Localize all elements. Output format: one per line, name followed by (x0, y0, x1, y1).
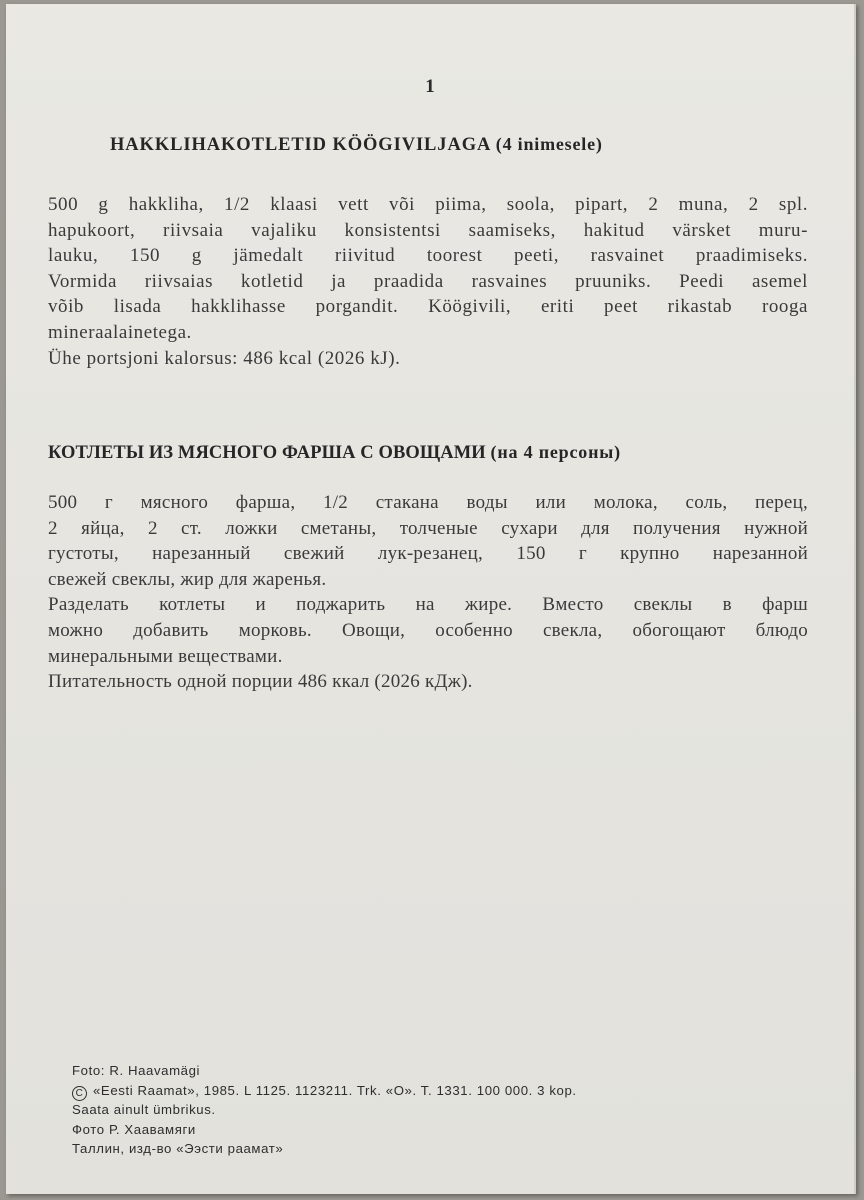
photo-credit-et: Foto: R. Haavamägi (72, 1063, 201, 1078)
estonian-title-main: HAKKLIHAKOTLETID KÖÖGIVILJAGA (110, 135, 491, 155)
estonian-text-line: mineraalainetega. (48, 321, 192, 343)
photo-credit-ru: Фото Р. Хаавамяги (72, 1121, 196, 1137)
russian-text-line: густоты, нарезанный свежий лук-резанец, 150 г крупно нарезанной (48, 543, 808, 565)
page-number: 1 (425, 76, 435, 97)
russian-text-line: минеральными веществами. (48, 645, 283, 667)
russian-title-main: КОТЛЕТЫ ИЗ МЯСНОГО ФАРША С ОВОЩАМИ (48, 443, 486, 463)
estonian-text-line: võib lisada hakklihasse porgandit. Köögivili, eriti peet rikastab rooga (48, 296, 808, 318)
envelope-note: Saata ainult ümbrikus. (72, 1102, 216, 1118)
recipe-card (6, 4, 856, 1194)
russian-title-note: (на 4 персоны) (490, 442, 621, 462)
copyright-icon: C (72, 1086, 87, 1101)
estonian-recipe-title (110, 134, 603, 156)
russian-text-line: свежей свеклы, жир для жаренья. (48, 568, 327, 590)
russian-text-line: 2 яйца, 2 ст. ложки сметаны, толченые сухари для получения нужной (48, 517, 808, 539)
imprint-footer (72, 1061, 577, 1159)
russian-recipe-text (48, 490, 808, 695)
publisher-text-et: «Eesti Raamat», 1985. L 1125. 1123211. Trk. «O». T. 1331. 100 000. 3 kop. (93, 1082, 577, 1098)
estonian-text-line: hapukoort, riivsaia vajaliku konsistentsi saamiseks, hakitud värsket muru- (48, 219, 808, 241)
russian-recipe-title (48, 442, 621, 464)
russian-text-line: 500 г мясного фарша, 1/2 стакана воды или молока, соль, перец, (48, 492, 808, 513)
estonian-text-line: 500 g hakkliha, 1/2 klaasi vett või piima, soola, pipart, 2 muna, 2 spl. (48, 194, 808, 215)
estonian-recipe-text (48, 192, 808, 371)
estonian-calorie-line: Ühe portsjoni kalorsus: 486 kcal (2026 kJ). (48, 347, 401, 369)
publisher-line-ru: Таллин, изд-во «Ээсти раамат» (72, 1141, 284, 1157)
russian-text-line: Разделать котлеты и поджарить на жире. Вместо свеклы в фарш (48, 594, 808, 616)
estonian-text-line: Vormida riivsaias kotletid ja praadida rasvaines pruuniks. Peedi asemel (48, 270, 808, 292)
estonian-title-note: (4 inimesele) (495, 134, 603, 154)
publisher-line-et (72, 1081, 577, 1101)
russian-calorie-line: Питательность одной порции 486 ккал (2026 кДж). (48, 671, 473, 693)
estonian-text-line: lauku, 150 g jämedalt riivitud toorest peeti, rasvainet praadimiseks. (48, 245, 808, 267)
russian-text-line: можно добавить морковь. Овощи, особенно свекла, обогощают блюдо (48, 619, 808, 641)
